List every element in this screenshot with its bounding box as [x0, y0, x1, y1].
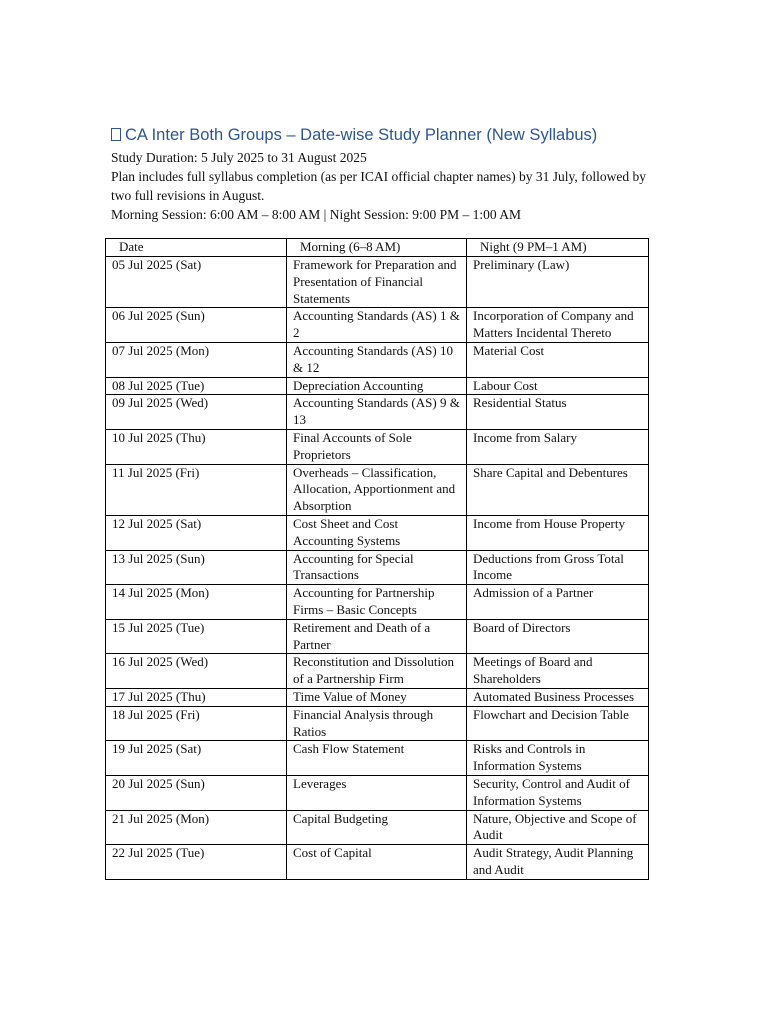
plan-description: Plan includes full syllabus completion (as per ICAI official chapter names) by 31 July, followed by two full revisions in August. [111, 169, 647, 203]
table-row [106, 741, 649, 776]
cell-night: Security, Control and Audit of Information Systems [467, 775, 649, 810]
cell-morning: Accounting for Special Transactions [287, 550, 467, 585]
table-body [106, 257, 649, 880]
table-row [106, 550, 649, 585]
intro-block [111, 148, 651, 224]
cell-morning: Depreciation Accounting [287, 377, 467, 395]
cell-night: Automated Business Processes [467, 688, 649, 706]
cell-date: 10 Jul 2025 (Thu) [106, 429, 287, 464]
cell-date: 17 Jul 2025 (Thu) [106, 688, 287, 706]
cell-morning: Leverages [287, 775, 467, 810]
cell-morning: Retirement and Death of a Partner [287, 619, 467, 654]
table-row [106, 429, 649, 464]
cell-date: 15 Jul 2025 (Tue) [106, 619, 287, 654]
cell-date: 12 Jul 2025 (Sat) [106, 515, 287, 550]
table-row [106, 706, 649, 741]
cell-date: 20 Jul 2025 (Sun) [106, 775, 287, 810]
cell-night: Nature, Objective and Scope of Audit [467, 810, 649, 845]
cell-date: 14 Jul 2025 (Mon) [106, 585, 287, 620]
cell-night: Deductions from Gross Total Income [467, 550, 649, 585]
cell-morning: Framework for Preparation and Presentation of Financial Statements [287, 257, 467, 308]
document-heading [111, 124, 597, 146]
cell-morning: Capital Budgeting [287, 810, 467, 845]
cell-date: 13 Jul 2025 (Sun) [106, 550, 287, 585]
cell-morning: Accounting Standards (AS) 9 & 13 [287, 395, 467, 430]
cell-night: Income from House Property [467, 515, 649, 550]
box-glyph-icon [111, 128, 121, 141]
table-row [106, 845, 649, 880]
study-planner-table [105, 238, 649, 880]
table-row [106, 342, 649, 377]
cell-morning: Overheads – Classification, Allocation, Apportionment and Absorption [287, 464, 467, 515]
table-row [106, 810, 649, 845]
cell-night: Labour Cost [467, 377, 649, 395]
cell-night: Preliminary (Law) [467, 257, 649, 308]
cell-date: 09 Jul 2025 (Wed) [106, 395, 287, 430]
cell-night: Risks and Controls in Information Systems [467, 741, 649, 776]
cell-night: Flowchart and Decision Table [467, 706, 649, 741]
table-row [106, 464, 649, 515]
table-row [106, 377, 649, 395]
cell-morning: Cost Sheet and Cost Accounting Systems [287, 515, 467, 550]
cell-morning: Cash Flow Statement [287, 741, 467, 776]
cell-date: 06 Jul 2025 (Sun) [106, 308, 287, 343]
cell-date: 07 Jul 2025 (Mon) [106, 342, 287, 377]
cell-night: Material Cost [467, 342, 649, 377]
header-row [106, 239, 649, 257]
cell-morning: Reconstitution and Dissolution of a Partnership Firm [287, 654, 467, 689]
table-row [106, 688, 649, 706]
table-row [106, 308, 649, 343]
cell-date: 11 Jul 2025 (Fri) [106, 464, 287, 515]
cell-night: Incorporation of Company and Matters Incidental Thereto [467, 308, 649, 343]
cell-night: Admission of a Partner [467, 585, 649, 620]
cell-night: Share Capital and Debentures [467, 464, 649, 515]
study-duration: Study Duration: 5 July 2025 to 31 August 2025 [111, 150, 367, 165]
cell-date: 22 Jul 2025 (Tue) [106, 845, 287, 880]
table-header [106, 239, 649, 257]
cell-night: Board of Directors [467, 619, 649, 654]
table-row [106, 257, 649, 308]
table-row [106, 654, 649, 689]
session-times: Morning Session: 6:00 AM – 8:00 AM | Night Session: 9:00 PM – 1:00 AM [111, 207, 522, 222]
table-row [106, 775, 649, 810]
cell-morning: Accounting Standards (AS) 10 & 12 [287, 342, 467, 377]
table-row [106, 585, 649, 620]
cell-morning: Accounting for Partnership Firms – Basic Concepts [287, 585, 467, 620]
cell-night: Meetings of Board and Shareholders [467, 654, 649, 689]
cell-date: 21 Jul 2025 (Mon) [106, 810, 287, 845]
cell-date: 16 Jul 2025 (Wed) [106, 654, 287, 689]
cell-morning: Final Accounts of Sole Proprietors [287, 429, 467, 464]
cell-night: Audit Strategy, Audit Planning and Audit [467, 845, 649, 880]
column-header-night: Night (9 PM–1 AM) [467, 239, 649, 257]
cell-morning: Time Value of Money [287, 688, 467, 706]
column-header-morning: Morning (6–8 AM) [287, 239, 467, 257]
cell-morning: Accounting Standards (AS) 1 & 2 [287, 308, 467, 343]
table-row [106, 619, 649, 654]
cell-night: Income from Salary [467, 429, 649, 464]
table-row [106, 515, 649, 550]
column-header-date: Date [106, 239, 287, 257]
cell-night: Residential Status [467, 395, 649, 430]
cell-date: 08 Jul 2025 (Tue) [106, 377, 287, 395]
cell-date: 19 Jul 2025 (Sat) [106, 741, 287, 776]
cell-date: 18 Jul 2025 (Fri) [106, 706, 287, 741]
cell-date: 05 Jul 2025 (Sat) [106, 257, 287, 308]
cell-morning: Financial Analysis through Ratios [287, 706, 467, 741]
table-row [106, 395, 649, 430]
cell-morning: Cost of Capital [287, 845, 467, 880]
heading-text: CA Inter Both Groups – Date-wise Study Planner (New Syllabus) [125, 126, 598, 144]
